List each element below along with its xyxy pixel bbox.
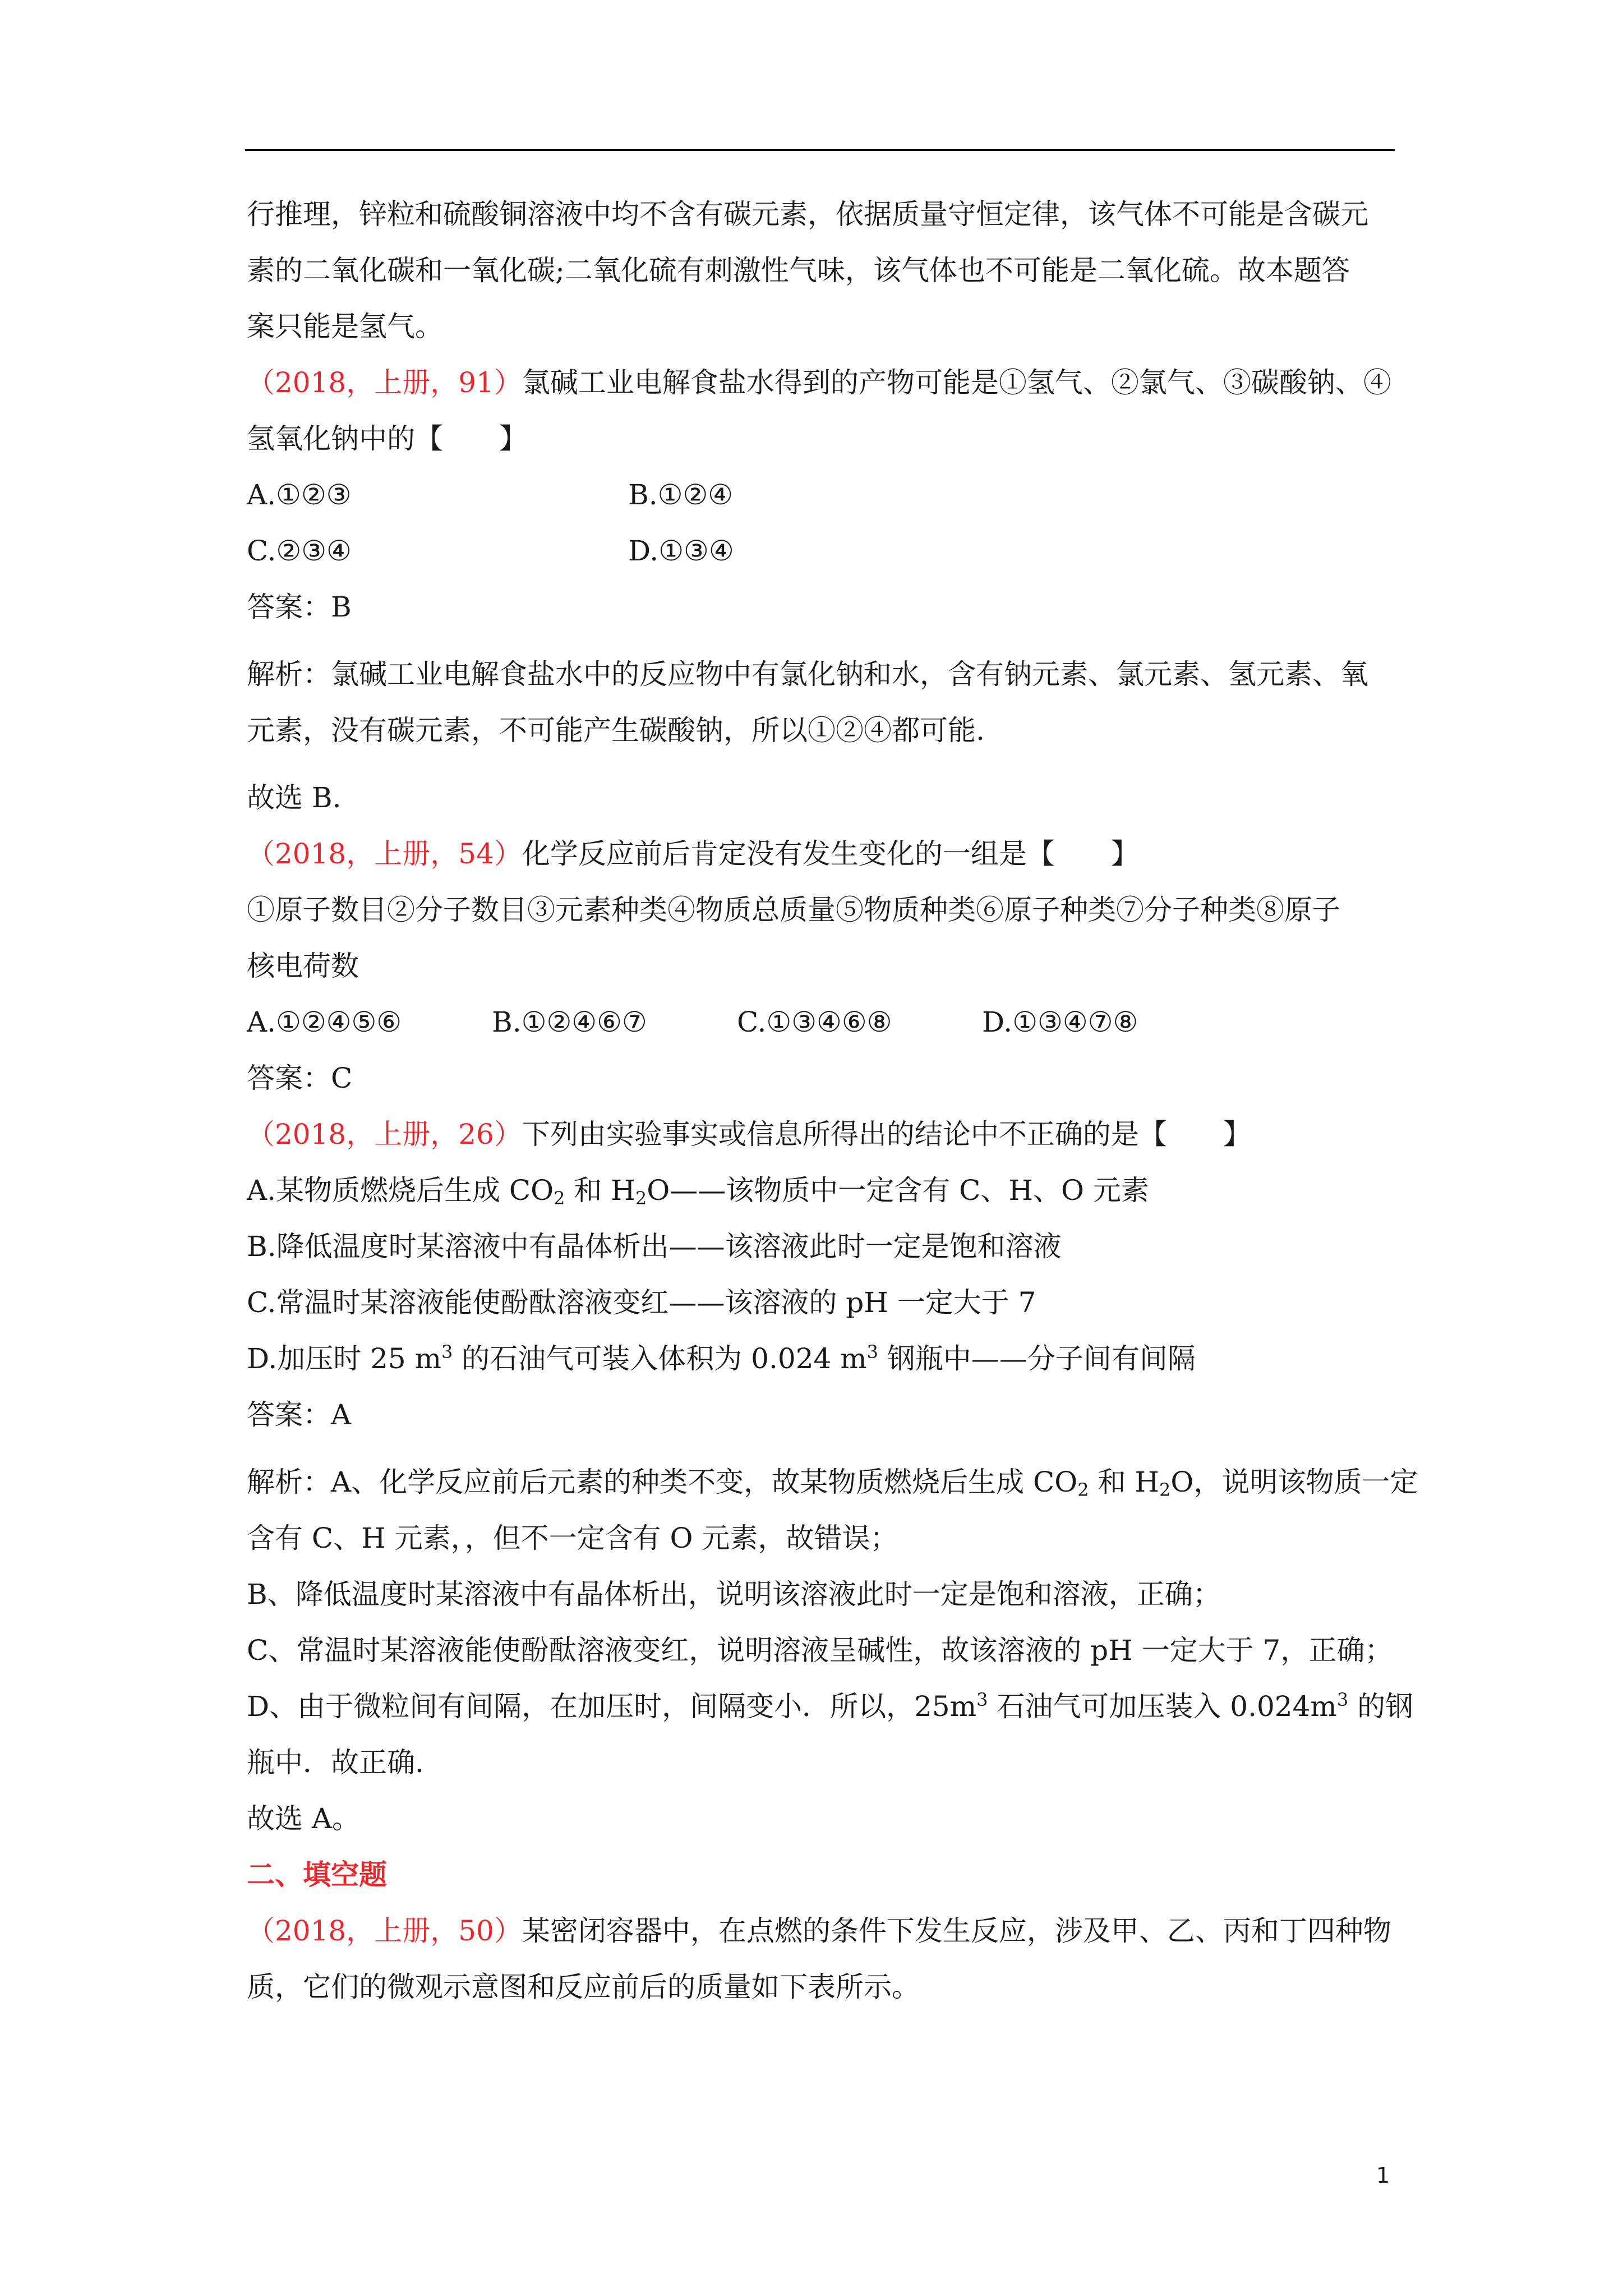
question-54-stem [247, 826, 1396, 882]
question-54-options [247, 994, 1396, 1050]
header-rule [245, 149, 1395, 151]
option-b: B.①②④ [628, 478, 734, 511]
intro-line-3: 案只能是氢气。 [247, 310, 443, 343]
intro-line-1: 行推理，锌粒和硫酸铜溶液中均不含有碳元素，依据质量守恒定律，该气体不可能是含碳元 [247, 198, 1368, 231]
question-26-stem [247, 1106, 1396, 1162]
question-54-answer: 答案：C [247, 1062, 353, 1094]
page-number: 1 [1376, 2163, 1390, 2188]
question-91-tag: （2018，上册，91） [247, 366, 522, 399]
question-91-analysis-1: 解析：氯碱工业电解食盐水中的反应物中有氯化钠和水，含有钠元素、氯元素、氢元素、氧 [247, 658, 1368, 691]
question-54-stem-2: ①原子数目②分子数目③元素种类④物质总质量⑤物质种类⑥原子种类⑦分子种类⑧原子 [247, 894, 1340, 926]
question-26-answer: 答案：A [247, 1398, 352, 1431]
question-26-tag: （2018，上册，26） [247, 1118, 522, 1151]
question-26-analysis-4: C、常温时某溶液能使酚酞溶液变红，说明溶液呈碱性，故该溶液的 pH 一定大于 7，正确； [247, 1634, 1393, 1667]
question-91-options-cd [247, 523, 1396, 579]
question-91-stem [247, 355, 1396, 411]
question-54-tag: （2018，上册，54） [247, 838, 522, 870]
question-91-answer: 答案：B [247, 591, 352, 623]
question-50-stem-2: 质，它们的微观示意图和反应前后的质量如下表所示。 [247, 1971, 920, 2003]
question-91-choose: 故选 B. [247, 781, 342, 814]
question-26-analysis-2: 含有 C、H 元素，，但不一定含有 O 元素，故错误； [247, 1522, 898, 1554]
option-b: B.①②④⑥⑦ [492, 1006, 647, 1038]
question-50-stem [247, 1903, 1396, 1959]
question-26-text: 下列由实验事实或信息所得出的结论中不正确的是【 】 [522, 1118, 1251, 1151]
question-26-option-d: D.加压时 25 $m^3$ 的石油气可装入体积为 0.024 $m^3$ 钢瓶中——分子间有间隔 [247, 1341, 1196, 1375]
question-54-text: 化学反应前后肯定没有发生变化的一组是【 】 [522, 838, 1139, 870]
option-c: C.②③④ [247, 535, 352, 567]
question-91-stem-2: 氢氧化钠中的【 】 [247, 422, 527, 455]
option-a: A.①②③ [247, 478, 352, 511]
section-title: 二、填空题 [247, 1858, 387, 1891]
question-26-analysis-6: 瓶中．故正确. [247, 1746, 424, 1779]
intro-line-2: 素的二氧化碳和一氧化碳;二氧化硫有刺激性气味，该气体也不可能是二氧化硫。故本题答 [247, 254, 1350, 287]
page-content [247, 186, 1418, 2015]
option-d: D.①③④ [628, 535, 734, 567]
question-50-tag: （2018，上册，50） [247, 1915, 522, 1947]
question-91-text: 氯碱工业电解食盐水得到的产物可能是①氢气、②氯气、③碳酸钠、④ [522, 366, 1391, 399]
question-91-analysis-2: 元素，没有碳元素，不可能产生碳酸钠，所以①②④都可能. [247, 714, 985, 747]
question-26-option-b: B.降低温度时某溶液中有晶体析出——该溶液此时一定是饱和溶液 [247, 1230, 1062, 1263]
question-54-stem-3: 核电荷数 [247, 950, 359, 982]
option-d: D.①③④⑦⑧ [982, 1006, 1138, 1038]
option-a: A.①②④⑤⑥ [247, 1006, 402, 1038]
question-26-analysis-1: 解析：A、化学反应前后元素的种类不变，故某物质燃烧后生成 $CO_2$ 和 $H_2O$，说明该物质一定 [247, 1466, 1418, 1501]
question-91-options-ab [247, 467, 1396, 523]
question-26-analysis-3: B、降低温度时某溶液中有晶体析出，说明该溶液此时一定是饱和溶液，正确； [247, 1578, 1221, 1611]
question-26-choose: 故选 A。 [247, 1802, 361, 1835]
question-26-analysis-5: D、由于微粒间有间隔，在加压时，间隔变小．所以，$25m^3$ 石油气可加压装入 $0.024m^3$ 的钢 [247, 1689, 1414, 1723]
question-50-text: 某密闭容器中，在点燃的条件下发生反应，涉及甲、乙、丙和丁四种物 [522, 1915, 1391, 1947]
question-26-option-c: C.常温时某溶液能使酚酞溶液变红——该溶液的 pH 一定大于 7 [247, 1286, 1036, 1319]
question-26-option-a: A.某物质燃烧后生成 $CO_2$ 和 $H_2O——$该物质中一定含有 C、H、O 元素 [247, 1174, 1149, 1209]
option-c: C.①③④⑥⑧ [737, 1006, 892, 1038]
